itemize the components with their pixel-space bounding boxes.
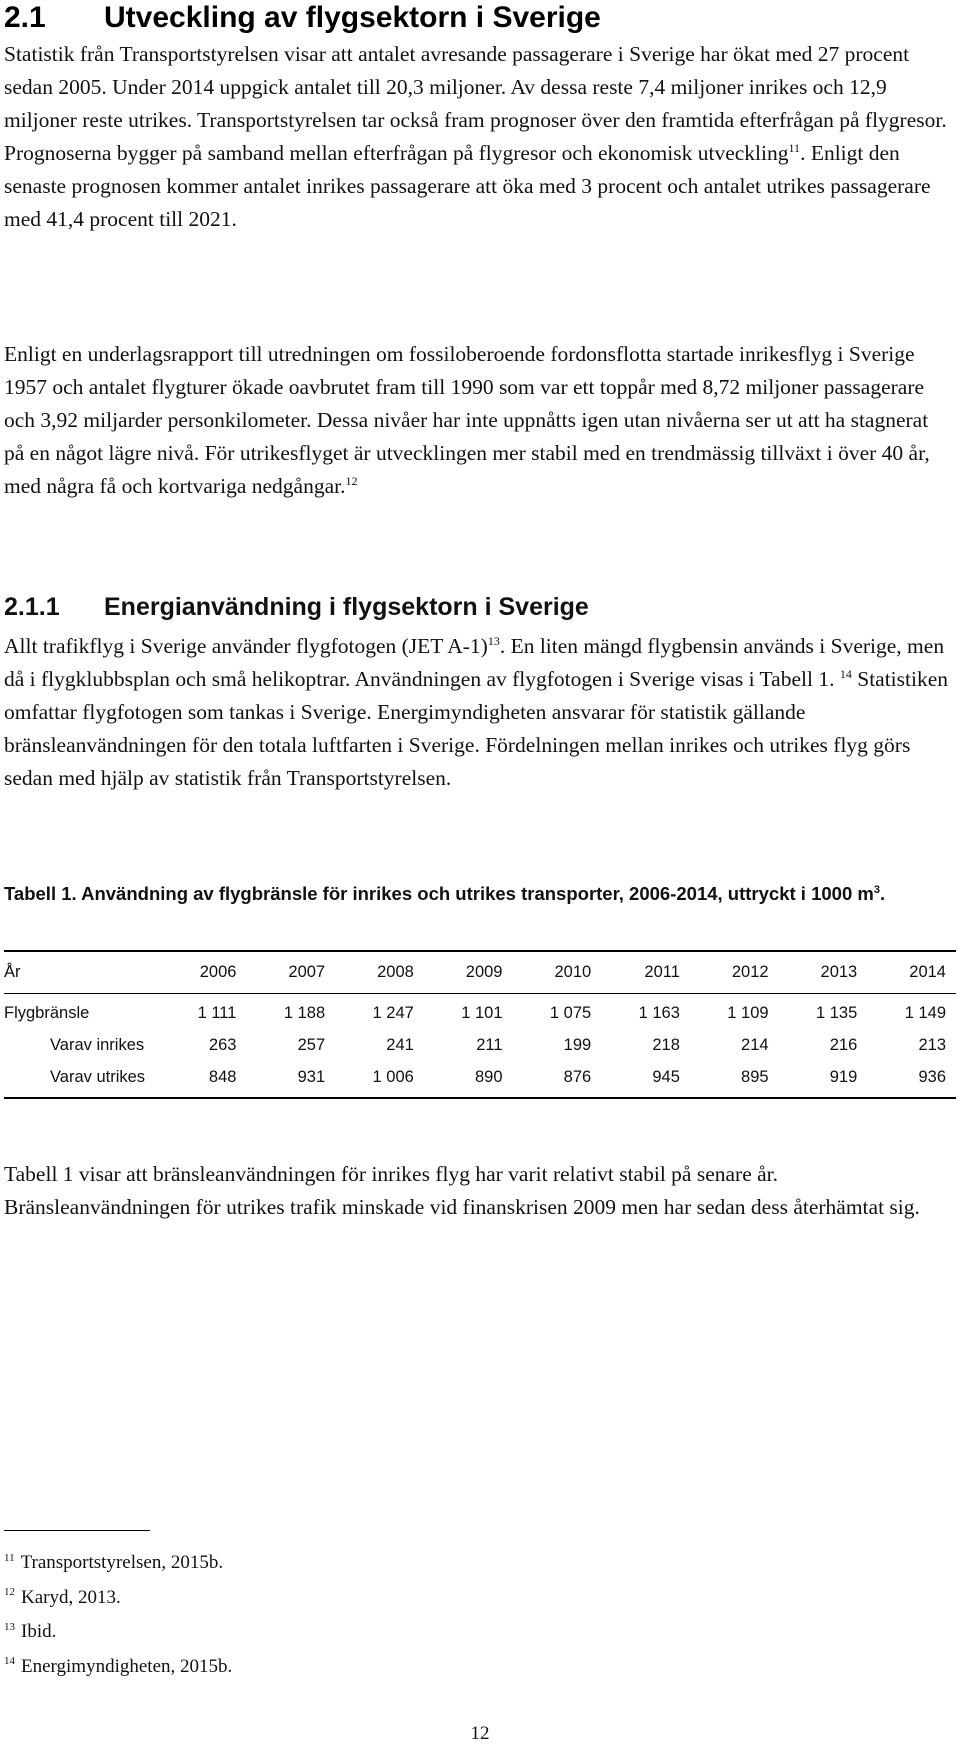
table-cell: 216	[829, 1036, 858, 1054]
paragraph-text: Tabell 1 visar att bränsleanvändningen för inrikes flyg har varit relativt stabil på senare år. Bränsleanvändningen för utrikes trafik minskade vid finanskrisen 2009 men har sedan dess återhämtat sig.	[4, 1162, 920, 1219]
table-cell: 919	[779, 1063, 868, 1098]
table-header-cell: 2008	[335, 951, 424, 993]
caption-text: .	[879, 883, 886, 904]
footnote-text: Ibid.	[21, 1621, 57, 1642]
footnote-number: 13	[4, 1620, 15, 1633]
table-cell: 218	[652, 1036, 680, 1054]
table-row-label: Varav inrikes	[50, 1036, 145, 1054]
table-header-cell: 2007	[246, 951, 335, 993]
footnote-number: 14	[4, 1655, 15, 1668]
table-cell: 1 101	[461, 1004, 503, 1023]
table-row	[4, 993, 956, 1028]
footnote-ref: 12	[345, 473, 358, 488]
table-cell: 931	[246, 1063, 335, 1098]
footnote-list	[4, 1546, 232, 1684]
table-caption	[4, 880, 952, 907]
table-row-label: Varav utrikes	[4, 1063, 162, 1098]
paragraph-passenger-statistics	[4, 38, 952, 236]
table-cell: 1 188	[283, 1004, 326, 1023]
table-cell: 1 149	[904, 1004, 946, 1023]
table-header-cell: 2011	[601, 951, 690, 993]
table-row	[4, 1063, 956, 1098]
table-cell: 263	[208, 1036, 237, 1054]
table-header-cell: 2013	[779, 951, 868, 993]
section-heading	[4, 0, 601, 36]
paragraph-text: Statistik från Transportstyrelsen visar att antalet avresande passagerare i Sverige har ökat med 27 procent sedan 2005. Under 2014 uppgick antalet till 20,3 miljoner. Av dessa reste 7,4 miljoner inrikes och 12,9 miljoner reste utrikes. Transportstyrelsen tar också fram prognoser över den framtida efterfrågan på flygresor. Prognoserna bygger på samband mellan efterfrågan på flygresor och ekonomisk utveckling	[4, 42, 947, 165]
footnote-ref: 11	[788, 140, 801, 155]
paragraph-fuel-use	[4, 630, 952, 795]
paragraph-text: Enligt en underlagsrapport till utredningen om fossiloberoende fordonsflotta startade inrikesflyg i Sverige 1957 och antalet flygturer ökade oavbrutet fram till 1990 som var ett toppår med 8,72 miljoner passagerare och 3,92 miljarder personkilometer. Dessa nivåer har inte uppnåtts igen utan nivåerna ser ut att ha stagnerat på en något lägre nivå. För utrikesflyget är utvecklingen mer stabil med en trendmässig tillväxt i över 40 år, med några få och kortvariga nedgångar.	[4, 342, 930, 498]
table-cell: 848	[162, 1063, 246, 1098]
table-cell: 213	[918, 1036, 946, 1054]
table-cell: 890	[424, 1063, 513, 1098]
footnote-item	[4, 1581, 232, 1616]
paragraph-text: Statistiken omfattar flygfotogen som tankas i Sverige. Energimyndigheten ansvarar för statistik gällande bränsleanvändningen för den totala luftfarten i Sverige. Fördelningen mellan inrikes och utrikes flyg görs sedan med hjälp av statistik från Transportstyrelsen.	[4, 667, 949, 790]
footnote-text: Transportstyrelsen, 2015b.	[20, 1552, 224, 1573]
footnote-divider	[4, 1530, 150, 1531]
footnote-item	[4, 1615, 232, 1650]
paragraph-text: Allt trafikflyg i Sverige använder flygfotogen (JET A-1)	[4, 634, 488, 658]
page-number: 12	[470, 1723, 490, 1744]
footnote-text: Karyd, 2013.	[21, 1586, 121, 1608]
table-cell: 241	[386, 1036, 414, 1054]
table-header-cell: 2012	[690, 951, 779, 993]
table-cell: 214	[741, 1036, 769, 1054]
subsection-number: 2.1.1	[4, 593, 60, 621]
table-cell: 936	[867, 1063, 956, 1098]
table-cell: 1 135	[815, 1004, 858, 1023]
table-header-cell: 2006	[162, 951, 246, 993]
table-header-cell: År	[4, 951, 162, 993]
table-cell: 257	[297, 1036, 326, 1054]
footnote-text: Energimyndigheten, 2015b.	[21, 1655, 233, 1677]
table-cell: 1 075	[549, 1004, 592, 1023]
footnote-ref: 14	[839, 666, 852, 681]
section-number: 2.1	[4, 1, 46, 34]
table-cell: 199	[563, 1036, 592, 1054]
table-cell: 1 006	[335, 1063, 424, 1098]
footnote-item	[4, 1546, 232, 1581]
table-cell: 1 247	[372, 1004, 414, 1023]
table-cell: 945	[601, 1063, 690, 1098]
paragraph-text: . En liten mängd flygbensin används i Sverige, men då i flygklubbsplan och små helikoptrar. Användningen av flygfotogen i Sverige visas i Tabell 1.	[4, 634, 945, 691]
table-row	[4, 1028, 956, 1063]
table-cell: 1 109	[727, 1004, 769, 1023]
paragraph-domestic-history	[4, 338, 952, 503]
table-header-cell: 2010	[513, 951, 602, 993]
footnote-number: 11	[4, 1551, 15, 1564]
footnote-number: 12	[4, 1586, 15, 1599]
subsection-heading	[4, 590, 589, 624]
subsection-title-text: Energianvändning i flygsektorn i Sverige	[104, 593, 589, 621]
paragraph-text: . Enligt den senaste prognosen kommer antalet inrikes passagerare att öka med 3 procent och antalet utrikes passagerare med 41,4 procent till 2021.	[4, 141, 931, 231]
fuel-usage-table	[4, 950, 956, 1099]
table-header-cell: 2014	[867, 951, 956, 993]
footnote-ref: 13	[487, 633, 500, 648]
table-header-row	[4, 951, 956, 993]
table-cell: 211	[476, 1036, 503, 1054]
table-cell: 876	[513, 1063, 602, 1098]
table-cell: 1 163	[638, 1004, 680, 1023]
table-row-label: Flygbränsle	[4, 1004, 90, 1023]
paragraph-table-summary	[4, 1158, 952, 1224]
table-cell: 1 111	[197, 1004, 237, 1023]
caption-text: Tabell 1. Användning av flygbränsle för inrikes och utrikes transporter, 2006-2014, uttryckt i 1000 m	[4, 883, 874, 904]
table-header-cell: 2009	[424, 951, 513, 993]
section-title-text: Utveckling av flygsektorn i Sverige	[104, 1, 601, 34]
table-cell: 895	[690, 1063, 779, 1098]
footnote-item	[4, 1650, 232, 1685]
caption-superscript: 3	[873, 883, 880, 896]
